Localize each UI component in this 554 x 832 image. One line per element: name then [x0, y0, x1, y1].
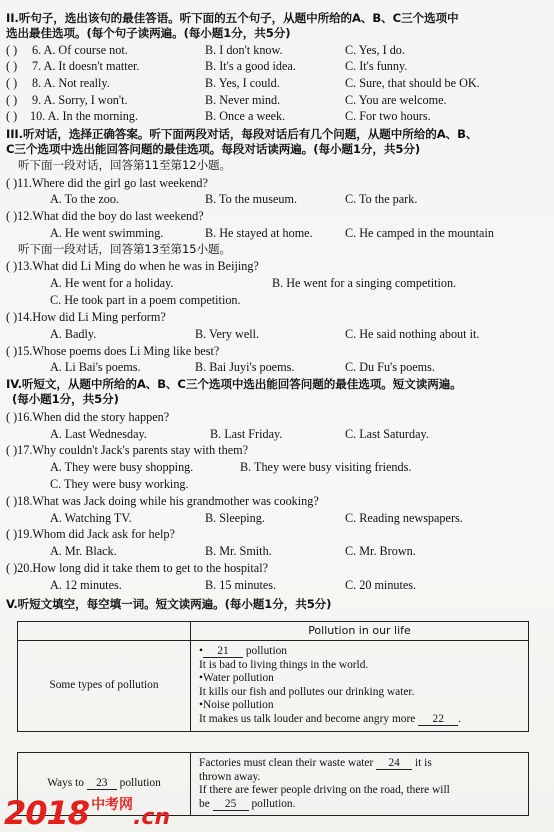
exam-page: II.听句子，选出该句的最佳答语。听下面的五个句子，从题中所给的A、B、C三个选项中 选出最佳选项。(每个句子读两遍。(每小题1分，共5分) ( ) 6. A. Of course not. B. I don't know. C. Yes, I do. ( ) 7. A. It doesn't matter. B. It's a good idea. C. It's funny. ( ) 8. A. Not really. B. Yes, I could. C. Sure, that should be OK. ( ) 9. A. Sorry, I won't. B. Never mind. C. You are welcome. ( ) 10. A. In the morning. B. Once a week. C. For two hours. III.听对话，选择正确答案。听下面两段对话，每段对话后有几个问题，从题中所给的A、B、 C三个选项中选出能回答问题的最佳选项。每段对话读两遍。(每小题1分，共5分) 听下面一段对话，回答第11至第12小题。 ( )11.Where did the girl go last weekend? A. To the zoo. B. To the museum. C. To the park. ( )12.What did the boy do last weekend? A. He went swimming. B. He stayed at home. C. He camped in the mountain 听下面一段对话，回答第13至第15小题。 ( )13.What did Li Ming do when he was in Beijing? A. He went for a holiday. B. He went for a singing competition. C. He took part in a poem competition. ( )14.How did Li Ming perform? A. Badly. B. Very well. C. He said nothing about it. ( )15.Whose poems does Li Ming like best? A. Li Bai's poems. B. Bai Juyi's poems. C. Du Fu's poems. IV.听短文，从题中所给的A、B、C三个选项中选出能回答问题的最佳选项。短文读两遍。 (每小题1分，共5分) ( )16.When did the story happen? A. Last Wednesday. B. Last Friday. C. Last Saturday. ( )17.Why couldn't Jack's parents stay with them? A. They were busy shopping. B. They were busy visiting friends. C. They were busy working. ( )18.What was Jack doing while his grandmother was cooking? A. Watching TV. B. Sleeping. C. Reading newspapers. ( )19.Whom did Jack ask for help? A. Mr. Black. B. Mr. Smith. C. Mr. Brown. ( )20.How long did it take them to get to the hospital? A. 12 minutes. B. 15 minutes. C. 20 minutes. V.听短文填空，每空填一词。短文读两遍。(每小题1分，共5分) Pollution in our life Some types of pollution • 21 pollution It is bad to living things in the world. •Water pollution It kills our fish and pollutes our drinking water. •Noise pollution It makes us talk louder and become angry more 22 . Ways to 23 pollution Factories must clean their waste water 24 it is thrown away. If there are fewer people driving on the road, there will be 25 pollution. 2018 中考网.cn	[0, 0, 554, 832]
answer-blank[interactable]: ( )	[6, 43, 18, 57]
dialogue-2-intro: 听下面一段对话，回答第13至第15小题。	[18, 242, 232, 256]
section-2-heading-line2: 选出最佳选项。(每个句子读两遍。(每小题1分，共5分)	[6, 26, 291, 40]
section-4-heading-line2: (每小题1分，共5分)	[12, 392, 119, 406]
site-logo: 2018 中考网.cn	[4, 794, 171, 832]
answer-blank[interactable]: ( )	[6, 93, 18, 107]
blank-21[interactable]: 21	[203, 645, 243, 658]
answer-blank: ( )11.Where did the girl go last weekend?	[6, 176, 208, 190]
section-3-heading-line1: III.听对话，选择正确答案。听下面两段对话，每段对话后有几个问题，从题中所给的A、B、	[6, 127, 478, 141]
blank-25[interactable]: 25	[213, 798, 249, 811]
row-label-types: Some types of pollution	[18, 640, 191, 731]
section-2-heading-line1: II.听句子，选出该句的最佳答语。听下面的五个句子，从题中所给的A、B、C三个选项中	[6, 11, 459, 25]
pollution-table: Pollution in our life Some types of pollution • 21 pollution It is bad to living things in the world. •Water pollution It kills our fish and pollutes our drinking water. •Noise pollution It makes us talk louder and become angry more 22 .	[17, 621, 529, 732]
blank-24[interactable]: 24	[376, 757, 412, 770]
answer-blank[interactable]: ( )	[6, 59, 18, 73]
section-3-heading-line2: C三个选项中选出能回答问题的最佳选项。每段对话读两遍。(每小题1分，共5分)	[6, 142, 421, 156]
blank-22[interactable]: 22	[418, 713, 458, 726]
answer-blank[interactable]: ( )	[6, 76, 18, 90]
blank-23[interactable]: 23	[87, 777, 117, 790]
answer-blank[interactable]: ( )	[6, 109, 18, 123]
ways-table: Ways to 23 pollution Factories must clean their waste water 24 it is thrown away. If there are fewer people driving on the road, there will be 25 pollution.	[17, 752, 529, 816]
bullet-1: • 21 pollution	[199, 645, 287, 657]
dialogue-1-intro: 听下面一段对话，回答第11至第12小题。	[18, 158, 232, 172]
section-5-heading: V.听短文填空，每空填一词。短文读两遍。(每小题1分，共5分)	[6, 597, 332, 611]
table-title: Pollution in our life	[191, 622, 529, 641]
row-label-ways: Ways to 23 pollution	[18, 753, 191, 816]
section-4-heading-line1: IV.听短文，从题中所给的A、B、C三个选项中选出能回答问题的最佳选项。短文读两遍。	[6, 377, 462, 391]
